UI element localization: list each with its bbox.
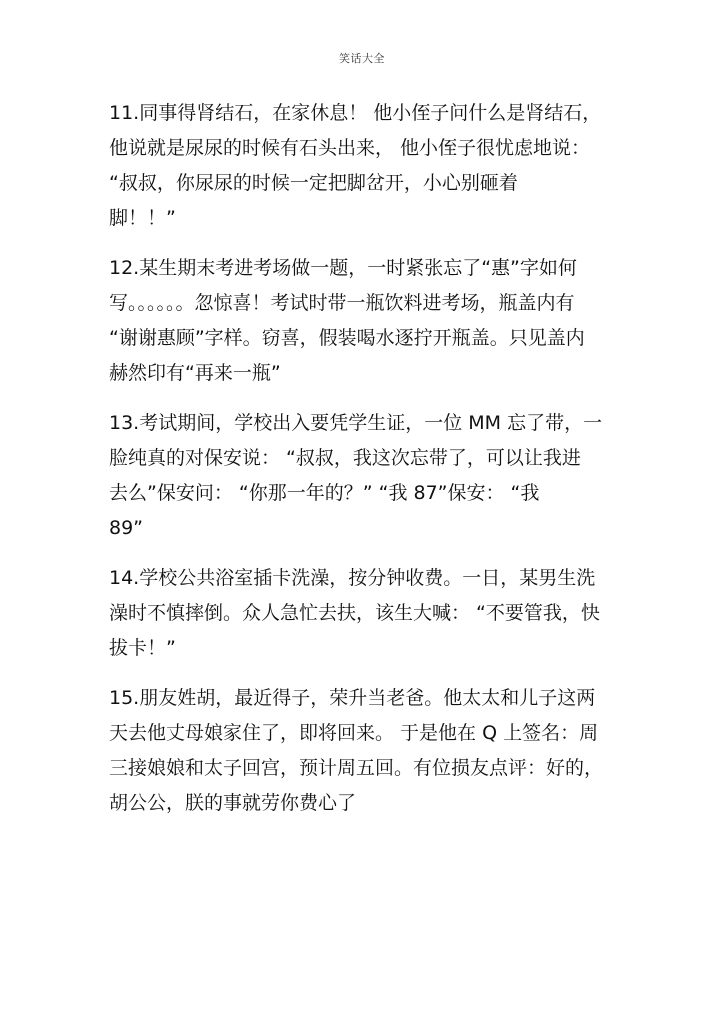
document-body — [109, 96, 621, 836]
joke-paragraph-13: 13.考试期间，学校出入要凭学生证，一位 MM 忘了带，一 脸纯真的对保安说： “叔叔，我这次忘带了，可以让我进 去么”保安问： “你那一年的？” “我 87”保安： “我 89” — [109, 412, 603, 539]
joke-paragraph-11: 11.同事得肾结石，在家休息！ 他小侄子问什么是肾结石， 他说就是尿尿的时候有石头出来， 他小侄子很忧虑地说： “叔叔，你尿尿的时候一定把脚岔开，小心别砸着 脚！！” — [109, 102, 602, 229]
page-header: 笑话大全 — [339, 52, 385, 65]
joke-paragraph-15: 15.朋友姓胡，最近得子，荣升当老爸。他太太和儿子这两 天去他丈母娘家住了，即将回来。 于是他在 Q 上签名：周 三接娘娘和太子回宫，预计周五回。有位损友点评：好的， 胡公公，朕的事就劳你费心了 — [109, 687, 604, 814]
joke-paragraph-14: 14.学校公共浴室插卡洗澡，按分钟收费。一日，某男生洗 澡时不慎摔倒。众人急忙去扶，该生大喊： “不要管我，快 拔卡！” — [109, 567, 600, 659]
joke-paragraph-12: 12.某生期末考进考场做一题，一时紧张忘了“惠”字如何 写。。。。。。忽惊喜！考试时带一瓶饮料进考场，瓶盖内有 “谢谢惠顾”字样。窃喜，假装喝水逐拧开瓶盖。只见盖内 赫然印有“再来一瓶” — [109, 257, 585, 384]
